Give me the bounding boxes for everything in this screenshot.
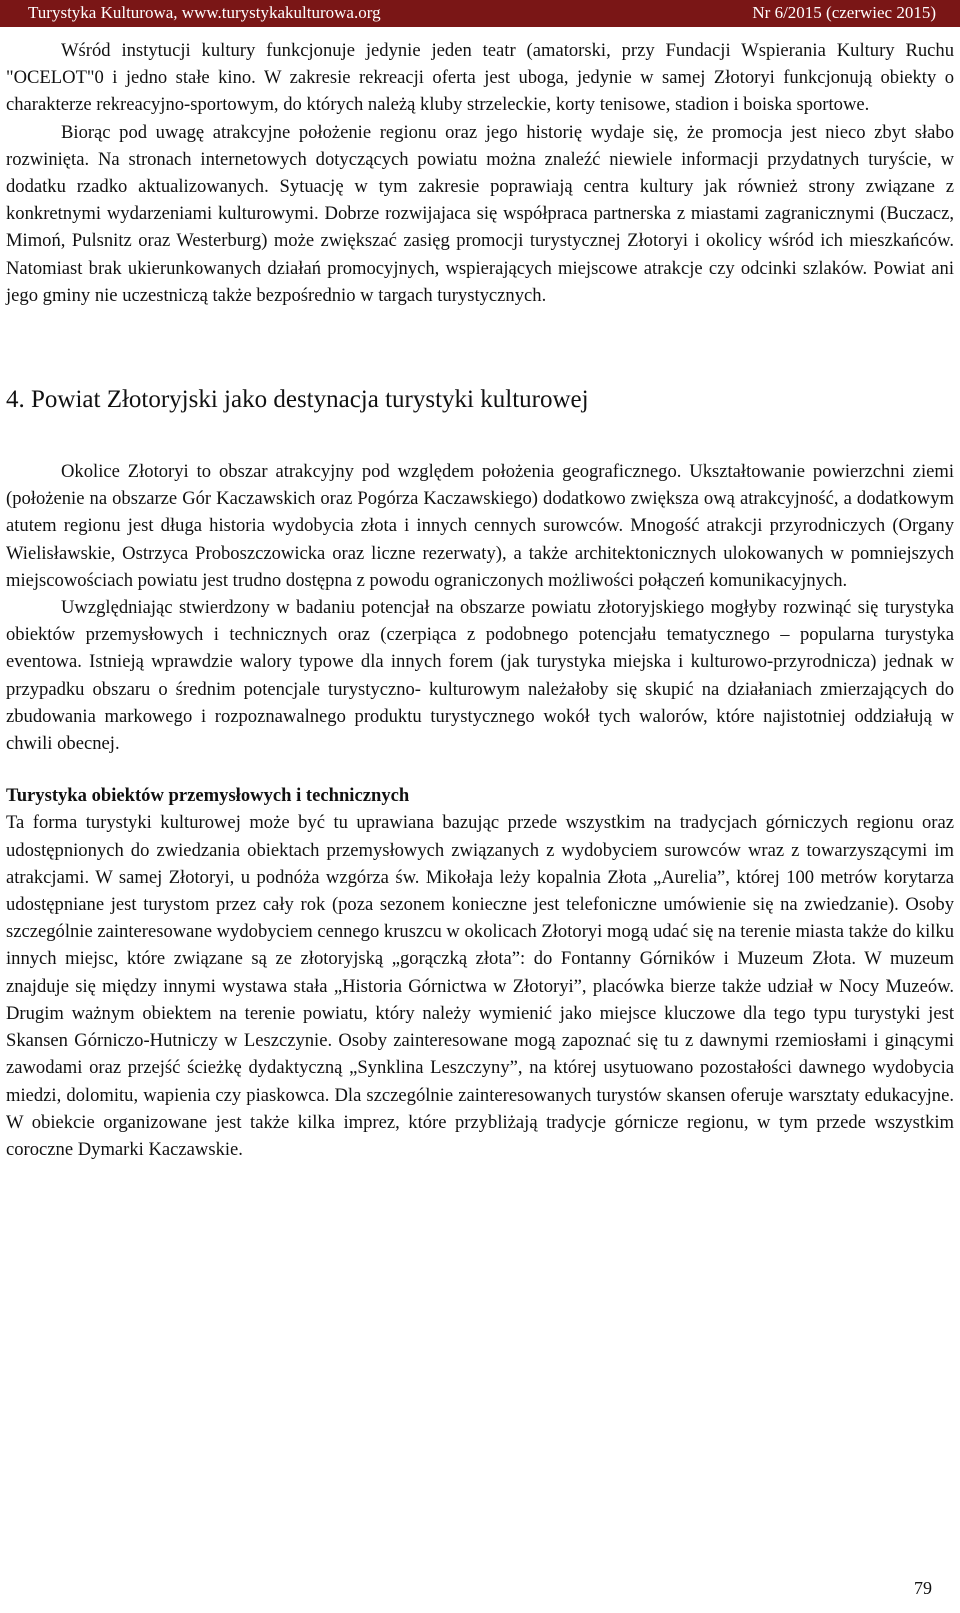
subsection-heading: Turystyka obiektów przemysłowych i technicznych xyxy=(6,785,410,807)
article-body xyxy=(6,37,954,1163)
page-header xyxy=(0,0,960,27)
page-number: 79 xyxy=(914,1578,932,1598)
paragraph: Okolice Złotoryi to obszar atrakcyjny pod względem położenia geograficznego. Ukształtowanie powierzchni ziemi (położenie na obszarze Gór Kaczawskich oraz Pogórza Kaczawskiego) dodatkowo zwiększa ową atrakcyjność, a dodatkowym atutem regionu jest długa historia wydobycia złota i innych cennych surowców. Mnogość atrakcji przyrodniczych (Organy Wielisławskie, Ostrzyca Proboszczowicka oraz liczne rezerwaty), a także architektonicznych ulokowanych w pomniejszych miejscowościach powiatu jest trudno dostępna z powodu ograniczonych możliwości połączeń komunikacyjnych. xyxy=(6,461,954,591)
paragraph: Uwzględniając stwierdzony w badaniu potencjał na obszarze powiatu złotoryjskiego mogłyby rozwinąć się turystyka obiektów przemysłowych i technicznych oraz (czerpiąca z podobnego potencjału tematycznego – popularna turystyka eventowa. Istnieją wprawdzie walory typowe dla innych forem (jak turystyka miejska i kulturowo-przyrodnicza) jednak w przypadku obszaru o średnim potencjale turystyczno- kulturowym należałoby się skupić na działaniach zmierzających do zbudowania markowego i rozpoznawalnego produktu turystycznego wokół tych walorów, które najistotniej oddziałują w chwili obecnej. xyxy=(6,597,954,755)
issue-number: Nr 6/2015 (czerwiec 2015) xyxy=(752,3,936,22)
journal-title: Turystyka Kulturowa, www.turystykakulturowa.org xyxy=(28,3,381,22)
paragraph: Biorąc pod uwagę atrakcyjne położenie regionu oraz jego historię wydaje się, że promocja jest nieco zbyt słabo rozwinięta. Na stronach internetowych dotyczących powiatu można znaleźć niewiele informacji przydatnych turyście, w dodatku rzadko aktualizowanych. Sytuację w tym zakresie poprawiają centra kultury jak również strony związane z konkretnymi wydarzeniami kulturowymi. Dobrze rozwijajaca się współpraca partnerska z miastami zagranicznymi (Buczacz, Mimoń, Pulsnitz oraz Westerburg) może zwiększać zasięg promocji turystycznej Złotoryi i okolicy wśród ich mieszkańców. Natomiast brak ukierunkowanych działań promocyjnych, wspierających miejscowe atrakcje czy odcinki szlaków. Powiat ani jego gminy nie uczestniczą także bezpośrednio w targach turystycznych. xyxy=(6,121,954,306)
paragraph: Ta forma turystyki kulturowej może być tu uprawiana bazując przede wszystkim na tradycjach górniczych regionu oraz udostępnionych do zwiedzania obiektach przemysłowych związanych z wydobyciem surowców wraz z towarzyszącymi im atrakcjami. W samej Złotoryi, u podnóża wzgórza św. Mikołaja leży kopalnia Złota „Aurelia”, której 100 metrów korytarza udostępniane jest turystom przez cały rok (poza sezonem konieczne jest telefoniczne umówienie się na zwiedzanie). Osoby szczególnie zainteresowane wydobyciem cennego kruszcu w okolicach Złotoryi mogą udać się na terenie miasta także do kilku innych miejsc, które związane są ze złotoryjską „gorączką złota”: do Fontanny Górników i Muzeum Złota. W muzeum znajduje się między innymi wystawa stała „Historia Górnictwa w Złotoryi”, placówka bierze także udział w Nocy Muzeów. Drugim ważnym obiektem na terenie powiatu, który należy wymienić jako miejsce kluczowe dla tego typu turystyki jest Skansen Górniczo-Hutniczy w Leszczynie. Osoby zainteresowane mogą zapoznać się tu z dawnymi rzemiosłami i ginącymi zawodami oraz przejść ścieżkę dydaktyczną „Synklina Leszczyny”, na której usytuowano pozostałości dawnego wydobycia miedzi, dolomitu, wapienia czy piaskowca. Dla szczególnie zainteresowanych turystów skansen oferuje warsztaty edukacyjne. W obiekcie organizowane jest także kilka imprez, które przybliżają tradycje górnicze regionu, w tym przede wszystkim coroczne Dymarki Kaczawskie. xyxy=(6,812,954,1160)
section-heading: 4. Powiat Złotoryjski jako destynacja turystyki kulturowej xyxy=(6,386,589,414)
paragraph: Wśród instytucji kultury funkcjonuje jedynie jeden teatr (amatorski, przy Fundacji Wspierania Kultury Ruchu "OCELOT"0 i jedno stałe kino. W zakresie rekreacji oferta jest uboga, jedynie w samej Złotoryi funkcjonują obiekty o charakterze rekreacyjno-sportowym, do których należą kluby strzeleckie, korty tenisowe, stadion i boiska sportowe. xyxy=(6,40,954,116)
